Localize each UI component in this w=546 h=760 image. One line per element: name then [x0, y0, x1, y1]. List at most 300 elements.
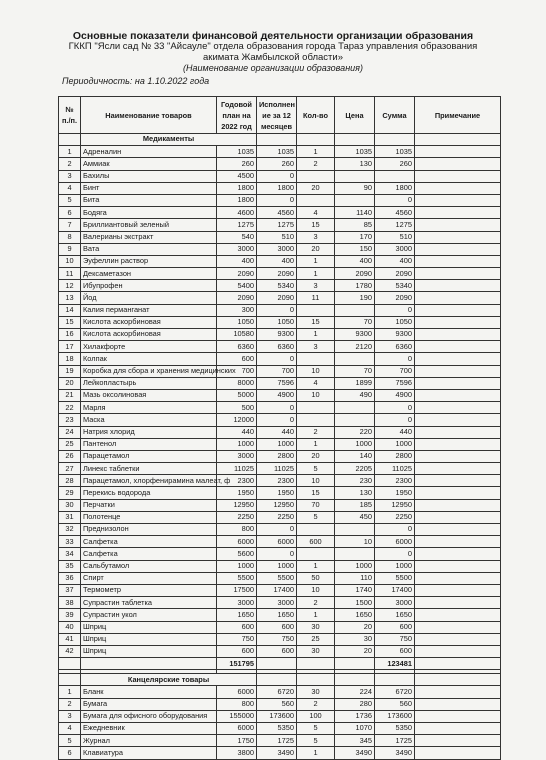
price-value [335, 524, 375, 536]
qty-value: 2 [297, 158, 335, 170]
row-number: 42 [59, 645, 81, 657]
qty-value: 5 [297, 735, 335, 747]
done-value: 1950 [257, 487, 297, 499]
table-row [59, 414, 501, 426]
item-name: Ибупрофен [81, 280, 217, 292]
qty-value: 30 [297, 686, 335, 698]
table-row [59, 597, 501, 609]
qty-value: 5 [297, 463, 335, 475]
empty-cell [257, 134, 297, 146]
plan-value: 3000 [217, 450, 257, 462]
item-name: Пантенол [81, 438, 217, 450]
done-value: 560 [257, 698, 297, 710]
plan-value: 3800 [217, 747, 257, 759]
plan-value: 5600 [217, 548, 257, 560]
qty-value: 15 [297, 219, 335, 231]
qty-value [297, 170, 335, 182]
sum-value: 2090 [375, 292, 415, 304]
done-value: 5500 [257, 572, 297, 584]
note-cell [415, 475, 501, 487]
sum-value: 560 [375, 698, 415, 710]
empty-cell [415, 674, 501, 686]
note-cell [415, 735, 501, 747]
done-value: 0 [257, 414, 297, 426]
qty-value: 1 [297, 438, 335, 450]
qty-value [297, 194, 335, 206]
done-value: 1725 [257, 735, 297, 747]
item-name: Бодяга [81, 207, 217, 219]
table-row [59, 280, 501, 292]
price-value: 3490 [335, 747, 375, 759]
note-cell [415, 353, 501, 365]
done-value: 0 [257, 402, 297, 414]
empty-cell [257, 674, 297, 686]
done-value: 6720 [257, 686, 297, 698]
note-cell [415, 219, 501, 231]
price-value: 110 [335, 572, 375, 584]
row-number: 36 [59, 572, 81, 584]
price-value: 70 [335, 365, 375, 377]
qty-value [297, 524, 335, 536]
sum-value: 6720 [375, 686, 415, 698]
plan-value: 600 [217, 621, 257, 633]
price-value: 1899 [335, 377, 375, 389]
plan-value: 2090 [217, 292, 257, 304]
note-cell [415, 146, 501, 158]
qty-value: 100 [297, 710, 335, 722]
price-value: 20 [335, 621, 375, 633]
section-total-row [59, 658, 501, 670]
plan-value: 8000 [217, 377, 257, 389]
table-row [59, 572, 501, 584]
plan-value: 5000 [217, 389, 257, 401]
qty-value: 4 [297, 377, 335, 389]
price-value: 1035 [335, 146, 375, 158]
row-number: 6 [59, 747, 81, 759]
price-value: 190 [335, 292, 375, 304]
plan-value: 440 [217, 426, 257, 438]
done-value: 11025 [257, 463, 297, 475]
row-number: 6 [59, 207, 81, 219]
qty-value: 15 [297, 487, 335, 499]
sum-value: 1035 [375, 146, 415, 158]
col-header-qty: Кол-во [297, 97, 335, 134]
financial-table [58, 96, 501, 760]
note-cell [415, 710, 501, 722]
row-number: 1 [59, 686, 81, 698]
col-header-done: Исполнен ие за 12 месяцев [257, 97, 297, 134]
table-row [59, 170, 501, 182]
table-row [59, 377, 501, 389]
note-cell [415, 511, 501, 523]
plan-value: 11025 [217, 463, 257, 475]
organization-caption: (Наименование организации образования) [183, 63, 363, 73]
item-name: Полотенце [81, 511, 217, 523]
price-value [335, 414, 375, 426]
qty-value: 10 [297, 475, 335, 487]
sum-value: 7596 [375, 377, 415, 389]
item-name: Валерианы экстракт [81, 231, 217, 243]
row-number: 15 [59, 316, 81, 328]
price-value: 140 [335, 450, 375, 462]
done-value: 6000 [257, 536, 297, 548]
qty-value: 2 [297, 597, 335, 609]
done-value: 440 [257, 426, 297, 438]
done-value: 0 [257, 170, 297, 182]
section-title: Канцелярские товары [81, 674, 257, 686]
qty-value: 50 [297, 572, 335, 584]
note-cell [415, 463, 501, 475]
item-name: Салфетка [81, 536, 217, 548]
done-value: 2090 [257, 292, 297, 304]
qty-value [297, 402, 335, 414]
plan-value: 5400 [217, 280, 257, 292]
table-row [59, 231, 501, 243]
qty-value: 5 [297, 511, 335, 523]
table-row [59, 182, 501, 194]
plan-value: 12000 [217, 414, 257, 426]
item-name: Лейкопластырь [81, 377, 217, 389]
done-value: 1035 [257, 146, 297, 158]
table-row [59, 584, 501, 596]
done-value: 1800 [257, 182, 297, 194]
qty-value: 2 [297, 426, 335, 438]
row-number: 16 [59, 329, 81, 341]
table-row [59, 487, 501, 499]
section-number-cell [59, 674, 81, 686]
empty-cell [257, 658, 297, 670]
done-value: 600 [257, 645, 297, 657]
item-name: Маска [81, 414, 217, 426]
qty-value: 1 [297, 609, 335, 621]
plan-value: 6000 [217, 536, 257, 548]
price-value: 400 [335, 255, 375, 267]
item-name: Салфетка [81, 548, 217, 560]
row-number: 40 [59, 621, 81, 633]
price-value: 170 [335, 231, 375, 243]
note-cell [415, 686, 501, 698]
sum-value: 12950 [375, 499, 415, 511]
note-cell [415, 377, 501, 389]
qty-value: 10 [297, 584, 335, 596]
empty-cell [335, 134, 375, 146]
row-number: 26 [59, 450, 81, 462]
price-value [335, 402, 375, 414]
note-cell [415, 499, 501, 511]
price-value: 90 [335, 182, 375, 194]
done-value: 0 [257, 548, 297, 560]
price-value: 1736 [335, 710, 375, 722]
table-row [59, 621, 501, 633]
row-number: 20 [59, 377, 81, 389]
note-cell [415, 158, 501, 170]
qty-value: 20 [297, 243, 335, 255]
done-value: 2250 [257, 511, 297, 523]
sum-value: 4560 [375, 207, 415, 219]
item-name: Бита [81, 194, 217, 206]
row-number: 24 [59, 426, 81, 438]
row-number: 9 [59, 243, 81, 255]
item-name: Вата [81, 243, 217, 255]
price-value: 2205 [335, 463, 375, 475]
done-value: 0 [257, 524, 297, 536]
item-name: Шприц [81, 645, 217, 657]
note-cell [415, 243, 501, 255]
item-name: Термометр [81, 584, 217, 596]
note-cell [415, 426, 501, 438]
qty-value: 20 [297, 450, 335, 462]
row-number: 31 [59, 511, 81, 523]
price-value [335, 548, 375, 560]
row-number: 41 [59, 633, 81, 645]
sum-value: 0 [375, 304, 415, 316]
note-cell [415, 723, 501, 735]
done-value: 400 [257, 255, 297, 267]
done-value: 600 [257, 621, 297, 633]
table-row [59, 511, 501, 523]
note-cell [415, 316, 501, 328]
done-value: 1000 [257, 560, 297, 572]
note-cell [415, 609, 501, 621]
row-number: 32 [59, 524, 81, 536]
plan-value: 1650 [217, 609, 257, 621]
note-cell [415, 438, 501, 450]
empty-cell [297, 134, 335, 146]
done-value: 2300 [257, 475, 297, 487]
sum-value: 600 [375, 645, 415, 657]
plan-value: 17500 [217, 584, 257, 596]
table-row [59, 255, 501, 267]
item-name: Бахилы [81, 170, 217, 182]
price-value: 1140 [335, 207, 375, 219]
price-value: 1500 [335, 597, 375, 609]
note-cell [415, 170, 501, 182]
price-value: 130 [335, 487, 375, 499]
row-number: 33 [59, 536, 81, 548]
periodicity-line: Периодичность: на 1.10.2022 года [62, 76, 210, 86]
note-cell [415, 621, 501, 633]
plan-value: 700 [217, 365, 257, 377]
sum-value: 3000 [375, 243, 415, 255]
done-value: 7596 [257, 377, 297, 389]
table-header-row [59, 97, 501, 134]
plan-value: 10580 [217, 329, 257, 341]
sum-value: 0 [375, 194, 415, 206]
empty-cell [335, 674, 375, 686]
qty-value: 10 [297, 389, 335, 401]
sum-value: 1000 [375, 560, 415, 572]
row-number: 18 [59, 353, 81, 365]
table-row [59, 710, 501, 722]
item-name: Шприц [81, 633, 217, 645]
qty-value: 1 [297, 560, 335, 572]
sum-value: 11025 [375, 463, 415, 475]
empty-cell [375, 674, 415, 686]
price-value: 2090 [335, 268, 375, 280]
note-cell [415, 747, 501, 759]
note-cell [415, 255, 501, 267]
sum-value: 2250 [375, 511, 415, 523]
note-cell [415, 414, 501, 426]
qty-value: 11 [297, 292, 335, 304]
sum-value: 2300 [375, 475, 415, 487]
item-name: Шприц [81, 621, 217, 633]
price-value [335, 170, 375, 182]
item-name: Кислота аскорбиновая [81, 329, 217, 341]
note-cell [415, 584, 501, 596]
sum-value: 0 [375, 402, 415, 414]
item-name: Перекись водорода [81, 487, 217, 499]
item-name: Аммиак [81, 158, 217, 170]
row-number: 4 [59, 182, 81, 194]
price-value: 345 [335, 735, 375, 747]
price-value [335, 304, 375, 316]
note-cell [415, 389, 501, 401]
done-value: 5340 [257, 280, 297, 292]
plan-value: 1050 [217, 316, 257, 328]
note-cell [415, 572, 501, 584]
note-cell [415, 548, 501, 560]
sum-value: 440 [375, 426, 415, 438]
plan-value: 750 [217, 633, 257, 645]
done-value: 1650 [257, 609, 297, 621]
item-name: Супрастин таблетка [81, 597, 217, 609]
sum-value: 600 [375, 621, 415, 633]
plan-value: 3000 [217, 597, 257, 609]
table-row [59, 723, 501, 735]
item-name: Перчатки [81, 499, 217, 511]
plan-value: 1800 [217, 182, 257, 194]
note-cell [415, 329, 501, 341]
table-row [59, 560, 501, 572]
row-number: 3 [59, 710, 81, 722]
price-value: 280 [335, 698, 375, 710]
sum-value: 3000 [375, 597, 415, 609]
plan-value: 3000 [217, 243, 257, 255]
price-value: 185 [335, 499, 375, 511]
item-name: Парацетамол [81, 450, 217, 462]
plan-value: 2250 [217, 511, 257, 523]
done-value: 1275 [257, 219, 297, 231]
sum-value: 5350 [375, 723, 415, 735]
sum-value: 1950 [375, 487, 415, 499]
item-name: Колпак [81, 353, 217, 365]
table-row [59, 450, 501, 462]
row-number: 28 [59, 475, 81, 487]
price-value: 20 [335, 645, 375, 657]
done-value: 0 [257, 353, 297, 365]
table-row [59, 633, 501, 645]
total-plan-value: 151795 [217, 658, 257, 670]
item-name: Ежедневник [81, 723, 217, 735]
done-value: 4560 [257, 207, 297, 219]
note-cell [415, 560, 501, 572]
col-header-number: № п./п. [59, 97, 81, 134]
row-number: 30 [59, 499, 81, 511]
price-value: 30 [335, 633, 375, 645]
price-value: 490 [335, 389, 375, 401]
sum-value: 0 [375, 353, 415, 365]
table-row [59, 438, 501, 450]
item-name: Хилакфорте [81, 341, 217, 353]
plan-value: 1000 [217, 438, 257, 450]
table-row [59, 735, 501, 747]
sum-value: 3490 [375, 747, 415, 759]
sum-value: 2090 [375, 268, 415, 280]
sum-value: 6000 [375, 536, 415, 548]
table-row [59, 353, 501, 365]
item-name: Журнал [81, 735, 217, 747]
done-value: 1050 [257, 316, 297, 328]
note-cell [415, 194, 501, 206]
note-cell [415, 698, 501, 710]
item-name: Клавиатура [81, 747, 217, 759]
price-value: 10 [335, 536, 375, 548]
qty-value: 3 [297, 341, 335, 353]
done-value: 1000 [257, 438, 297, 450]
table-row [59, 536, 501, 548]
note-cell [415, 268, 501, 280]
item-name: Линекс таблетки [81, 463, 217, 475]
row-number: 2 [59, 698, 81, 710]
row-number: 1 [59, 146, 81, 158]
item-name: Парацетамол, хлорфенирамина малеат, ф [81, 475, 217, 487]
qty-value [297, 353, 335, 365]
table-row [59, 548, 501, 560]
table-row [59, 219, 501, 231]
section-header-row [59, 674, 501, 686]
done-value: 3000 [257, 243, 297, 255]
plan-value: 2090 [217, 268, 257, 280]
price-value: 230 [335, 475, 375, 487]
done-value: 173600 [257, 710, 297, 722]
plan-value: 4500 [217, 170, 257, 182]
row-number: 17 [59, 341, 81, 353]
row-number: 29 [59, 487, 81, 499]
table-row [59, 146, 501, 158]
qty-value: 20 [297, 182, 335, 194]
table-row [59, 698, 501, 710]
qty-value: 15 [297, 316, 335, 328]
price-value: 150 [335, 243, 375, 255]
qty-value: 30 [297, 621, 335, 633]
qty-value: 10 [297, 365, 335, 377]
row-number: 10 [59, 255, 81, 267]
plan-value: 1000 [217, 560, 257, 572]
table-row [59, 463, 501, 475]
sum-value: 510 [375, 231, 415, 243]
table-row [59, 524, 501, 536]
qty-value: 3 [297, 280, 335, 292]
plan-value: 500 [217, 402, 257, 414]
price-value: 85 [335, 219, 375, 231]
sum-value: 1050 [375, 316, 415, 328]
plan-value: 1800 [217, 194, 257, 206]
item-name: Эуфеллин раствор [81, 255, 217, 267]
done-value: 9300 [257, 329, 297, 341]
qty-value: 1 [297, 255, 335, 267]
plan-value: 5500 [217, 572, 257, 584]
empty-cell [59, 658, 81, 670]
item-name: Адреналин [81, 146, 217, 158]
row-number: 25 [59, 438, 81, 450]
plan-value: 800 [217, 524, 257, 536]
note-cell [415, 365, 501, 377]
plan-value: 1750 [217, 735, 257, 747]
done-value: 260 [257, 158, 297, 170]
col-header-sum: Сумма [375, 97, 415, 134]
sum-value: 9300 [375, 329, 415, 341]
